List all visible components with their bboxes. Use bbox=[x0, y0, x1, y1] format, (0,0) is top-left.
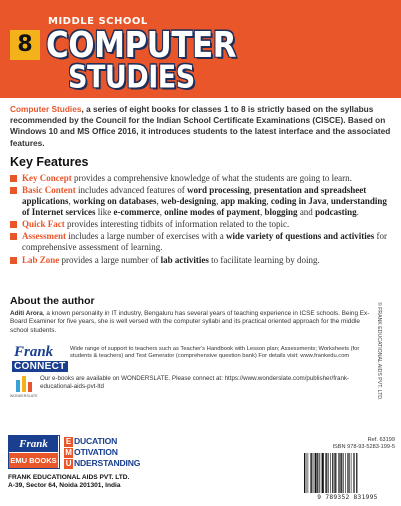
feature-text: , bbox=[216, 196, 221, 207]
emu-word-understanding: U NDERSTANDING bbox=[65, 458, 141, 468]
intro-text: , a series of eight books for classes 1 to 8 is strictly based on the syllabus recommended by the Council for the Indian School Certificate Examinations (CISCE). Based on Windows 10 and MS Office 2016, it introduces students to the latest interface and the associated features. bbox=[10, 104, 391, 148]
about-author-text bbox=[10, 310, 370, 335]
square-bullet-icon bbox=[10, 257, 17, 264]
feature-text: like bbox=[95, 206, 114, 217]
emu-logo-top: Frank bbox=[9, 436, 58, 452]
feature-text: includes a large number of exercises with a bbox=[66, 231, 227, 242]
book-title-line2: STUDIES bbox=[68, 59, 195, 96]
feature-item bbox=[10, 231, 392, 253]
feature-text: provides interesting tidbits of information related to the topic. bbox=[64, 219, 290, 230]
isbn-number: ISBN 978-93-5283-199-5 bbox=[332, 444, 395, 450]
feature-text: , bbox=[68, 196, 74, 207]
barcode-digits: 9 789352 831995 bbox=[317, 494, 378, 501]
feature-item bbox=[10, 219, 392, 230]
feature-bold-term: app making bbox=[220, 196, 267, 207]
feature-text: provides a comprehensive knowledge of what the students are going to learn. bbox=[71, 173, 352, 183]
feature-text: to facilitate learning by doing. bbox=[208, 254, 320, 265]
feature-bold-term: coding in Java bbox=[270, 196, 327, 207]
feature-bold-term: blogging bbox=[264, 206, 298, 217]
frank-connect-logo-top: Frank bbox=[14, 344, 54, 360]
feature-keyword: Quick Fact bbox=[22, 219, 65, 230]
feature-keyword: Key Concept bbox=[22, 173, 72, 183]
feature-bold-term: podcasting bbox=[315, 206, 357, 217]
copyright-text: © FRANK EDUCATIONAL AIDS PVT. LTD. bbox=[376, 302, 382, 401]
feature-item bbox=[10, 255, 392, 266]
feature-bold-term: web-designing bbox=[161, 196, 217, 207]
about-author-title: About the author bbox=[10, 295, 95, 307]
square-bullet-icon bbox=[10, 175, 17, 182]
publisher-address: A-39, Sector 64, Noida 201301, India bbox=[8, 482, 121, 490]
author-name: Aditi Arora bbox=[10, 310, 43, 317]
feature-keyword: Lab Zone bbox=[22, 254, 60, 265]
feature-text: provides a large number of bbox=[59, 254, 161, 265]
feature-bold-term: understanding of Internet services bbox=[22, 196, 387, 217]
book-title-line1: COMPUTER bbox=[46, 24, 237, 66]
barcode-icon bbox=[302, 453, 392, 495]
feature-text: includes advanced features of bbox=[75, 185, 187, 196]
feature-bold-term: presentation and spreadsheet applications bbox=[22, 185, 367, 207]
feature-text: , bbox=[266, 196, 271, 207]
square-bullet-icon bbox=[10, 233, 17, 240]
author-bio: , a known personality in IT industry, Bengaluru has several years of teaching experience in ICSE schools. Being Ex-Board Examiner for five years, she is well versed with the computer syllabi and its practical oriented approach for the middle school students. bbox=[10, 310, 370, 334]
series-label: MIDDLE SCHOOL bbox=[48, 16, 148, 27]
emu-logo-bottom: EMU BOOKS bbox=[9, 453, 58, 468]
feature-bold-term: lab activities bbox=[160, 254, 209, 265]
feature-bold-term: working on databases bbox=[73, 196, 157, 207]
square-bullet-icon bbox=[10, 187, 17, 194]
wonderslate-icon bbox=[14, 374, 34, 394]
frank-connect-text: Wide range of support to teachers such as Teacher's Handbook with Lesson plan; Assessments; Worksheets (for students & teachers) and Test Generator (comprehensive question bank) For details visit: www.frankedu.com bbox=[70, 346, 360, 360]
feature-text: , bbox=[159, 206, 165, 217]
feature-keyword: Basic Content bbox=[22, 185, 76, 196]
feature-text: , bbox=[249, 185, 255, 196]
feature-text: and bbox=[297, 206, 316, 217]
intro-paragraph bbox=[10, 104, 392, 149]
publisher-info bbox=[8, 474, 129, 491]
emu-word-education: E DUCATION bbox=[65, 436, 118, 446]
feature-bold-term: online modes of payment bbox=[164, 206, 261, 217]
cover-header bbox=[0, 0, 401, 98]
grade-badge: 8 bbox=[10, 30, 40, 60]
square-bullet-icon bbox=[10, 221, 17, 228]
publisher-name: FRANK EDUCATIONAL AIDS PVT. LTD. bbox=[8, 474, 130, 481]
feature-bold-term: e-commerce bbox=[113, 206, 160, 217]
wonderslate-text: Our e-books are available on WONDERSLATE. Please connect at: https://www.wonderslate.com/publisher/frank-educational-aids-pvt-ltd bbox=[40, 375, 350, 390]
feature-text: , bbox=[156, 196, 162, 207]
wonderslate-block bbox=[10, 372, 370, 400]
feature-text: , bbox=[326, 196, 331, 207]
feature-keyword: Assessment bbox=[22, 231, 66, 242]
ref-number: Ref. 63199 bbox=[367, 437, 395, 443]
feature-item bbox=[10, 173, 392, 184]
key-features-list bbox=[10, 173, 392, 267]
intro-highlight: Computer Studies bbox=[10, 104, 82, 114]
feature-bold-term: word processing bbox=[186, 185, 250, 196]
copyright-vertical bbox=[372, 302, 384, 412]
feature-text: . bbox=[356, 206, 359, 217]
feature-item bbox=[10, 185, 392, 217]
key-features-title: Key Features bbox=[10, 155, 89, 169]
emu-books-logo bbox=[8, 435, 60, 469]
barcode-area bbox=[300, 437, 395, 502]
frank-connect-logo-bottom: CONNECT bbox=[14, 361, 66, 372]
emu-word-motivation: M OTIVATION bbox=[65, 447, 118, 457]
emu-words bbox=[64, 436, 140, 469]
feature-bold-term: wide variety of questions and activities bbox=[226, 231, 375, 242]
wonderslate-label: WONDERSLATE bbox=[10, 394, 38, 398]
feature-text: for comprehensive assessment of learning. bbox=[22, 231, 388, 253]
feature-text: , bbox=[260, 206, 265, 217]
